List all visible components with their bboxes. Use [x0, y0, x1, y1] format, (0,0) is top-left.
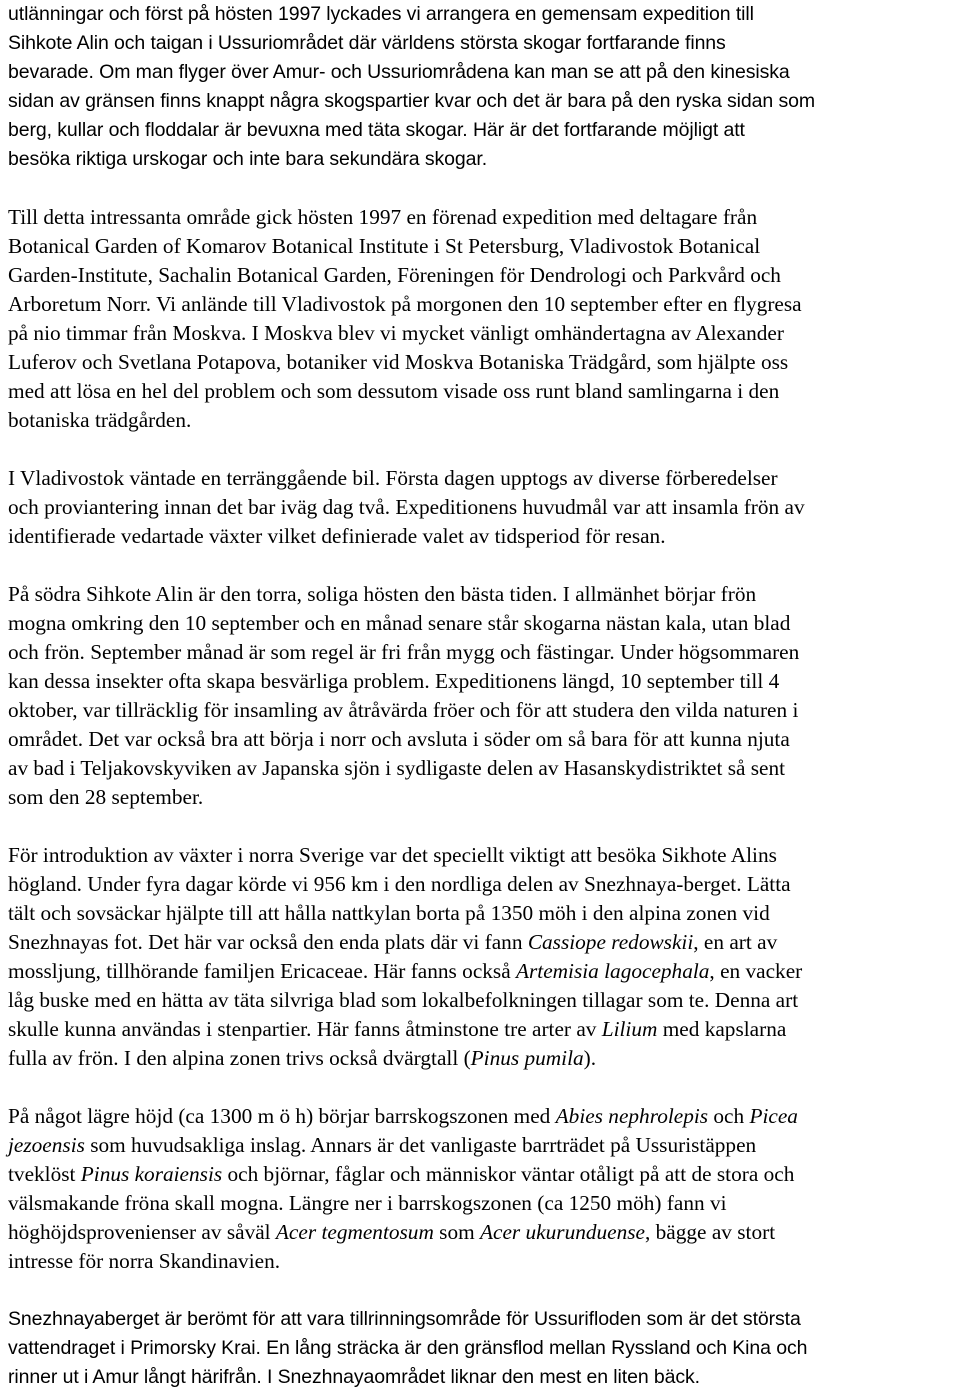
- text-line: Arboretum Norr. Vi anlände till Vladivostok på morgonen den 10 september efter en flygresa: [8, 292, 802, 316]
- paragraph: [8, 0, 952, 174]
- text-line: För introduktion av växter i norra Sverige var det speciellt viktigt att besöka Sikhote Alins: [8, 843, 777, 867]
- paragraph: [8, 580, 952, 812]
- text-line: höghöjdsprovenienser av såväl Acer tegmentosum som Acer ukurunduense, bägge av stort: [8, 1220, 776, 1244]
- text-line: Sihkote Alin och taigan i Ussuriområdet där världens största skogar fortfarande finns: [8, 32, 726, 54]
- text-line: skulle kunna användas i stenpartier. Här fanns åtminstone tre arter av Lilium med kapslarna: [8, 1017, 787, 1041]
- text-line: jezoensis som huvudsakliga inslag. Annars är det vanligaste barrträdet på Ussuristäppen: [8, 1133, 757, 1157]
- paragraph: [8, 841, 952, 1073]
- text-line: sidan av gränsen finns knappt några skogspartier kvar och det är bara på den ryska sidan som: [8, 90, 816, 112]
- text-line: Garden-Institute, Sachalin Botanical Garden, Föreningen för Dendrologi och Parkvård och: [8, 263, 781, 287]
- text-line: berg, kullar och floddalar är bevuxna med täta skogar. Här är det fortfarande möjligt att: [8, 119, 745, 141]
- paragraph: [8, 464, 952, 551]
- paragraph-spacer: [8, 1073, 952, 1102]
- species-name: Acer tegmentosum: [275, 1220, 434, 1244]
- text-line: och frön. September månad är som regel är fri från mygg och fästingar. Under högsommaren: [8, 640, 800, 664]
- text-line: Snezhnayaberget är berömt för att vara tillrinningsområde för Ussurifloden som är det största: [8, 1308, 801, 1330]
- paragraph: [8, 1102, 952, 1276]
- paragraph-spacer: [8, 435, 952, 464]
- text-line: tält och sovsäckar hjälpte till att hålla nattkylan borta på 1350 möh i den alpina zonen vid: [8, 901, 770, 925]
- paragraph: [8, 1305, 952, 1392]
- text-line: välsmakande fröna skall mogna. Längre ner i barrskogszonen (ca 1250 möh) fann vi: [8, 1191, 727, 1215]
- text-line: på nio timmar från Moskva. I Moskva blev vi mycket vänligt omhändertagna av Alexander: [8, 321, 784, 345]
- text-line: med att lösa en hel del problem och som dessutom visade oss runt bland samlingarna i den: [8, 379, 780, 403]
- paragraph-spacer: [8, 551, 952, 580]
- text-line: Till detta intressanta område gick hösten 1997 en förenad expedition med deltagare från: [8, 205, 758, 229]
- text-line: På något lägre höjd (ca 1300 m ö h) börjar barrskogszonen med Abies nephrolepis och Picea: [8, 1104, 798, 1128]
- text-line: mossljung, tillhörande familjen Ericaceae. Här fanns också Artemisia lagocephala, en vacker: [8, 959, 803, 983]
- text-line: oktober, var tillräcklig för insamling av åtråvärda fröer och för att studera den vilda naturen i: [8, 698, 799, 722]
- text-line: området. Det var också bra att börja i norr och avsluta i söder om så bara för att kunna njuta: [8, 727, 790, 751]
- paragraph-spacer: [8, 174, 952, 203]
- text-line: och proviantering innan det bar iväg dag två. Expeditionens huvudmål var att insamla frön av: [8, 495, 805, 519]
- text-line: vattendraget i Primorsky Krai. En lång sträcka är den gränsflod mellan Ryssland och Kina och: [8, 1337, 808, 1359]
- text-line: bevarade. Om man flyger över Amur- och Ussuriområdena kan man se att på den kinesiska: [8, 61, 790, 83]
- species-name: Artemisia lagocephala: [516, 959, 710, 983]
- paragraph: [8, 203, 952, 435]
- text-line: besöka riktiga urskogar och inte bara sekundära skogar.: [8, 148, 488, 170]
- document-page: [8, 0, 952, 1392]
- text-line: högland. Under fyra dagar körde vi 956 km i den nordliga delen av Snezhnaya-berget. Lätta: [8, 872, 791, 896]
- text-line: utlänningar och först på hösten 1997 lyckades vi arrangera en gemensam expedition till: [8, 3, 754, 25]
- species-name: jezoensis: [8, 1133, 85, 1157]
- species-name: Acer ukurunduense: [480, 1220, 645, 1244]
- text-line: tveklöst Pinus koraiensis och björnar, fåglar och människor väntar otåligt på att de stora och: [8, 1162, 795, 1186]
- text-line: På södra Sihkote Alin är den torra, soliga hösten den bästa tiden. I allmänhet börjar frön: [8, 582, 757, 606]
- species-name: Pinus koraiensis: [80, 1162, 223, 1186]
- text-line: Botanical Garden of Komarov Botanical Institute i St Petersburg, Vladivostok Botanical: [8, 234, 761, 258]
- species-name: Picea: [749, 1104, 798, 1128]
- species-name: Abies nephrolepis: [555, 1104, 709, 1128]
- text-line: som den 28 september.: [8, 785, 204, 809]
- text-line: mogna omkring den 10 september och en månad senare står skogarna nästan kala, utan blad: [8, 611, 791, 635]
- text-line: låg buske med en hätta av täta silvriga blad som lokalbefolkningen tillagar som te. Denna art: [8, 988, 799, 1012]
- text-line: intresse för norra Skandinavien.: [8, 1249, 281, 1273]
- text-line: Luferov och Svetlana Potapova, botaniker vid Moskva Botaniska Trädgård, som hjälpte oss: [8, 350, 789, 374]
- text-line: Snezhnayas fot. Det här var också den enda plats där vi fann Cassiope redowskii, en art av: [8, 930, 778, 954]
- text-line: identifierade vedartade växter vilket definierade valet av tidsperiod för resan.: [8, 524, 666, 548]
- species-name: Cassiope redowskii: [527, 930, 694, 954]
- text-line: av bad i Teljakovskyviken av Japanska sjön i sydligaste delen av Hasanskydistriktet så sent: [8, 756, 786, 780]
- paragraph-spacer: [8, 1276, 952, 1305]
- text-line: fulla av frön. I den alpina zonen trivs också dvärgtall (Pinus pumila).: [8, 1046, 597, 1070]
- text-line: kan dessa insekter ofta skapa besvärliga problem. Expeditionens längd, 10 september till 4: [8, 669, 780, 693]
- paragraph-spacer: [8, 812, 952, 841]
- text-line: rinner ut i Amur långt härifrån. I Snezhnayaområdet liknar den mest en liten bäck.: [8, 1366, 701, 1388]
- text-line: I Vladivostok väntade en terränggående bil. Första dagen upptogs av diverse förberedelser: [8, 466, 778, 490]
- text-line: botaniska trädgården.: [8, 408, 192, 432]
- species-name: Pinus pumila: [470, 1046, 584, 1070]
- species-name: Lilium: [601, 1017, 658, 1041]
